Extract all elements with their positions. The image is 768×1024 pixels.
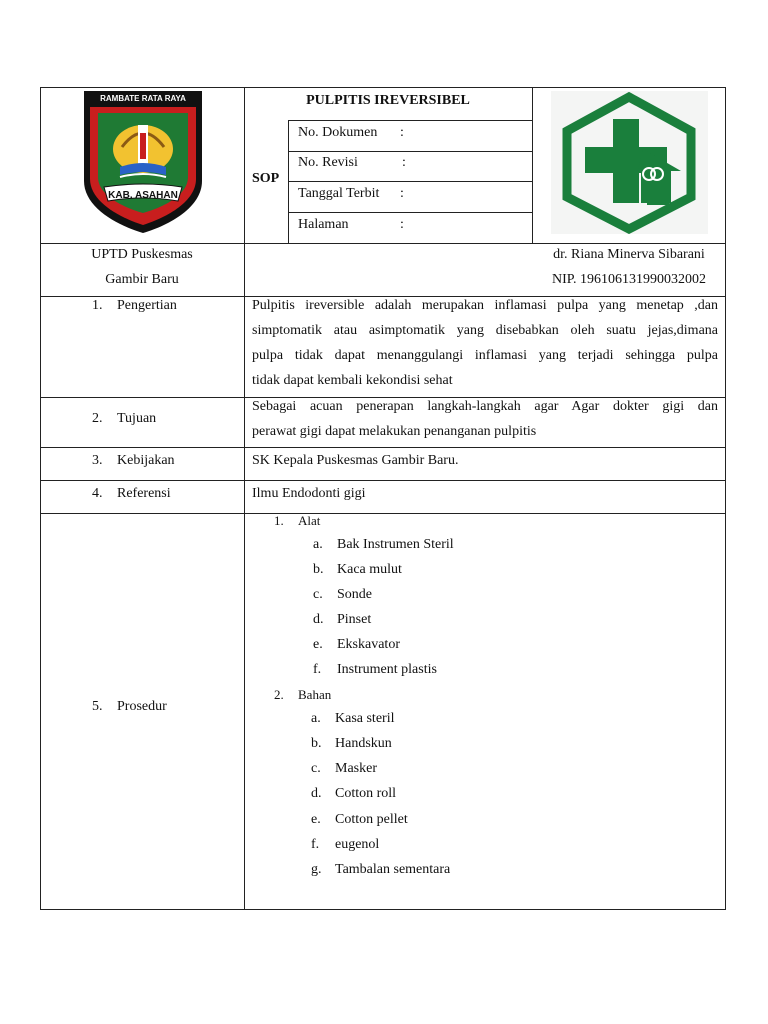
pengertian-line: simptomatik atau asimptomatik yang disebabkan oleh suatu jejas,dimana: [252, 323, 718, 338]
field-no-revisi-sep: :: [402, 155, 406, 170]
section-label-pengertian: Pengertian: [117, 298, 177, 313]
section-number: 1.: [92, 298, 103, 313]
list-item-letter: a.: [313, 537, 323, 552]
field-no-revisi-label: No. Revisi: [298, 155, 358, 170]
list-item: Pinset: [337, 612, 372, 627]
list-item: Kaca mulut: [337, 562, 402, 577]
section-label-kebijakan: Kebijakan: [117, 453, 175, 468]
field-tanggal-terbit-label: Tanggal Terbit: [298, 186, 380, 201]
tujuan-line: Sebagai acuan penerapan langkah-langkah agar Agar dokter gigi dan: [252, 399, 718, 414]
list-item-letter: b.: [313, 562, 324, 577]
referensi-text: Ilmu Endodonti gigi: [252, 486, 366, 501]
field-halaman-label: Halaman: [298, 217, 349, 232]
pengertian-line: pulpa tidak dapat menanggulangi inflamasi yang terjadi sehingga pulpa: [252, 348, 718, 363]
list-item-letter: b.: [311, 736, 322, 751]
section-number: 2.: [92, 411, 103, 426]
list-item: Bak Instrumen Steril: [337, 537, 454, 552]
tujuan-line: perawat gigi dapat melakukan penanganan pulpitis: [252, 424, 537, 439]
pengertian-line: Pulpitis ireversible adalah merupakan inflamasi pulpa yang menetap ,dan: [252, 298, 718, 313]
list-item: Handskun: [335, 736, 392, 751]
section-number: 4.: [92, 486, 103, 501]
list-item: Masker: [335, 761, 377, 776]
document-title: PULPITIS IREVERSIBEL: [306, 93, 470, 108]
section-number: 5.: [92, 699, 103, 714]
field-tanggal-terbit-sep: :: [400, 186, 404, 201]
field-no-dokumen-label: No. Dokumen: [298, 125, 378, 140]
list-item: Cotton pellet: [335, 812, 408, 827]
list-item-letter: d.: [311, 786, 322, 801]
logo-top-text: RAMBATE RATA RAYA: [100, 94, 186, 103]
section-label-prosedur: Prosedur: [117, 699, 167, 714]
signer-nip: NIP. 196106131990032002: [551, 272, 706, 287]
sop-label: SOP: [252, 171, 280, 186]
list-item-letter: a.: [311, 711, 321, 726]
field-no-dokumen-sep: :: [400, 125, 404, 140]
list-item: Instrument plastis: [337, 662, 437, 677]
list-item-letter: e.: [311, 812, 321, 827]
section-number: 3.: [92, 453, 103, 468]
prosedur-group-title-alat: Alat: [298, 513, 321, 528]
unit-name-line2: Gambir Baru: [105, 272, 179, 287]
puskesmas-logo: [551, 91, 708, 234]
list-item: eugenol: [335, 837, 380, 852]
prosedur-group-number: 2.: [274, 687, 284, 702]
list-item: Kasa steril: [335, 711, 395, 726]
section-label-referensi: Referensi: [117, 486, 171, 501]
field-halaman-sep: :: [400, 217, 404, 232]
list-item-letter: e.: [313, 637, 323, 652]
section-label-tujuan: Tujuan: [117, 411, 157, 426]
kebijakan-text: SK Kepala Puskesmas Gambir Baru.: [252, 453, 459, 468]
list-item-letter: c.: [311, 761, 321, 776]
list-item-letter: d.: [313, 612, 324, 627]
prosedur-group-number: 1.: [274, 513, 284, 528]
list-item-letter: f.: [313, 662, 322, 677]
signer-name: dr. Riana Minerva Sibarani: [553, 247, 705, 262]
unit-name-line1: UPTD Puskesmas: [91, 247, 193, 262]
list-item: Ekskavator: [337, 637, 400, 652]
list-item: Cotton roll: [335, 786, 397, 801]
list-item-letter: f.: [311, 837, 320, 852]
pengertian-line: tidak dapat kembali kekondisi sehat: [252, 373, 453, 388]
list-item: Tambalan sementara: [335, 862, 451, 877]
logo-bottom-text: KAB. ASAHAN: [108, 190, 178, 201]
list-item: Sonde: [337, 587, 372, 602]
list-item-letter: c.: [313, 587, 323, 602]
prosedur-group-title-bahan: Bahan: [298, 687, 332, 702]
list-item-letter: g.: [311, 862, 322, 877]
kabupaten-asahan-logo: [80, 89, 206, 235]
